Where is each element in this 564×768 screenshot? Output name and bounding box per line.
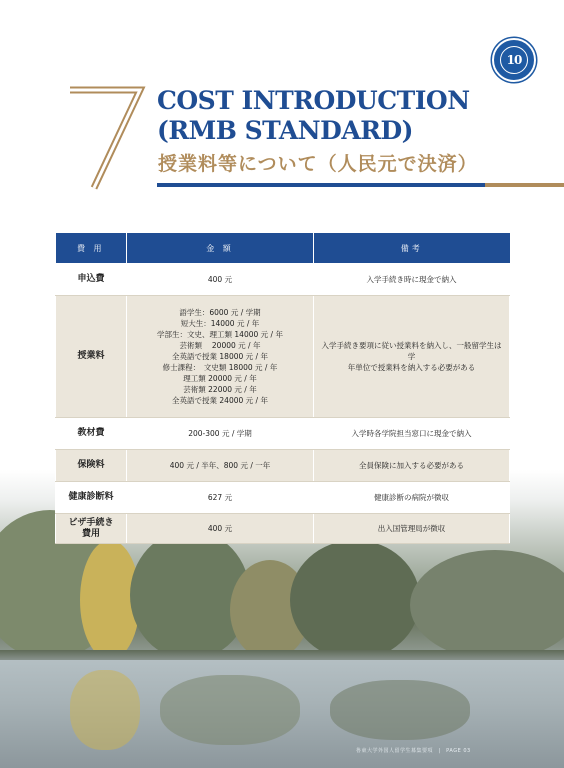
page-footer: 魯東大学外国人留学生募集要項 | PAGE 03 (356, 748, 471, 754)
header-note: 備考 (314, 233, 510, 264)
cell-note (314, 418, 510, 450)
cell-category (56, 296, 127, 418)
cell-note (314, 264, 510, 296)
cell-text-line: 200-300 元 / 学期 (188, 429, 252, 438)
cell-text-line: 年単位で授業料を納入する必要がある (347, 363, 476, 372)
cell-note (314, 296, 510, 418)
title-underline-blue (157, 183, 485, 187)
table-row (56, 264, 510, 296)
cell-text-line: 理工類 20000 元 / 年 (183, 374, 257, 383)
cell-text-line: 出入国管理局が徴収 (377, 524, 446, 533)
title-underline-gold (485, 183, 564, 187)
cell-text-line: 全英語で授業 18000 元 / 年 (172, 352, 268, 361)
cost-table (55, 233, 510, 544)
cell-text-line: 全英語で授業 24000 元 / 年 (172, 396, 268, 405)
table-row (56, 296, 510, 418)
cell-text-line: ビザ手続き (68, 517, 114, 528)
table-row (56, 418, 510, 450)
cell-text-line: 申込費 (77, 274, 105, 284)
cell-category (56, 418, 127, 450)
cell-note (314, 514, 510, 544)
cell-text-line: 保険料 (77, 460, 105, 470)
page-title-en (157, 86, 470, 146)
cell-text-line: 学部生：文史、理工類 14000 元 / 年 (157, 330, 283, 339)
cell-text-line: 芸術類 22000 元 / 年 (183, 385, 257, 394)
cell-amount (127, 296, 314, 418)
section-number (66, 84, 146, 194)
cell-text-line: 芸術類 20000 元 / 年 (179, 341, 261, 350)
cell-text-line: 入学手続き時に現金で納入 (366, 275, 457, 284)
cell-text-line: 健康診断の病院が徴収 (374, 493, 449, 502)
cell-text-line: 400 元 (207, 275, 233, 284)
table-row (56, 482, 510, 514)
cell-note (314, 482, 510, 514)
university-logo (492, 38, 536, 82)
cell-amount (127, 482, 314, 514)
cell-text-line: 627 元 (207, 493, 233, 502)
cell-text-line: 全員保険に加入する必要がある (359, 461, 464, 470)
title-line-2: (RMB STANDARD) (157, 116, 414, 145)
cell-category (56, 450, 127, 482)
cell-category (56, 482, 127, 514)
cell-category (56, 264, 127, 296)
cell-text-line: 修士課程： 文史類 18000 元 / 年 (162, 363, 278, 372)
cell-amount (127, 264, 314, 296)
header-category: 費 用 (56, 233, 127, 264)
cell-note (314, 450, 510, 482)
cell-category (56, 514, 127, 544)
cell-text-line: 費用 (81, 528, 100, 539)
header-amount: 金 額 (127, 233, 314, 264)
section-number-text: 7 (66, 84, 67, 85)
cell-text-line: 入学時各学院担当窓口に現金で納入 (351, 429, 472, 438)
cell-text-line: 健康診断料 (68, 492, 114, 502)
page-title-jp: 授業料等について（人民元で決済） (158, 153, 478, 175)
cell-text-line: 入学手続き要項に従い授業料を納入し、一般留学生は学 (321, 341, 502, 361)
title-line-1: COST INTRODUCTION (157, 86, 470, 115)
cell-amount (127, 450, 314, 482)
cell-amount (127, 514, 314, 544)
cell-text-line: 語学生：6000 元 / 学期 (179, 308, 261, 317)
cell-text-line: 授業料 (77, 351, 105, 361)
cell-amount (127, 418, 314, 450)
cell-text-line: 教材費 (77, 428, 105, 438)
cell-text-line: 400 元 (207, 524, 233, 533)
logo-mark: 10 (500, 46, 528, 74)
table-header-row (56, 233, 510, 264)
table-row (56, 450, 510, 482)
table-row (56, 514, 510, 544)
cell-text-line: 短大生：14000 元 / 年 (180, 319, 260, 328)
cell-text-line: 400 元 / 半年、800 元 / 一年 (169, 461, 271, 470)
